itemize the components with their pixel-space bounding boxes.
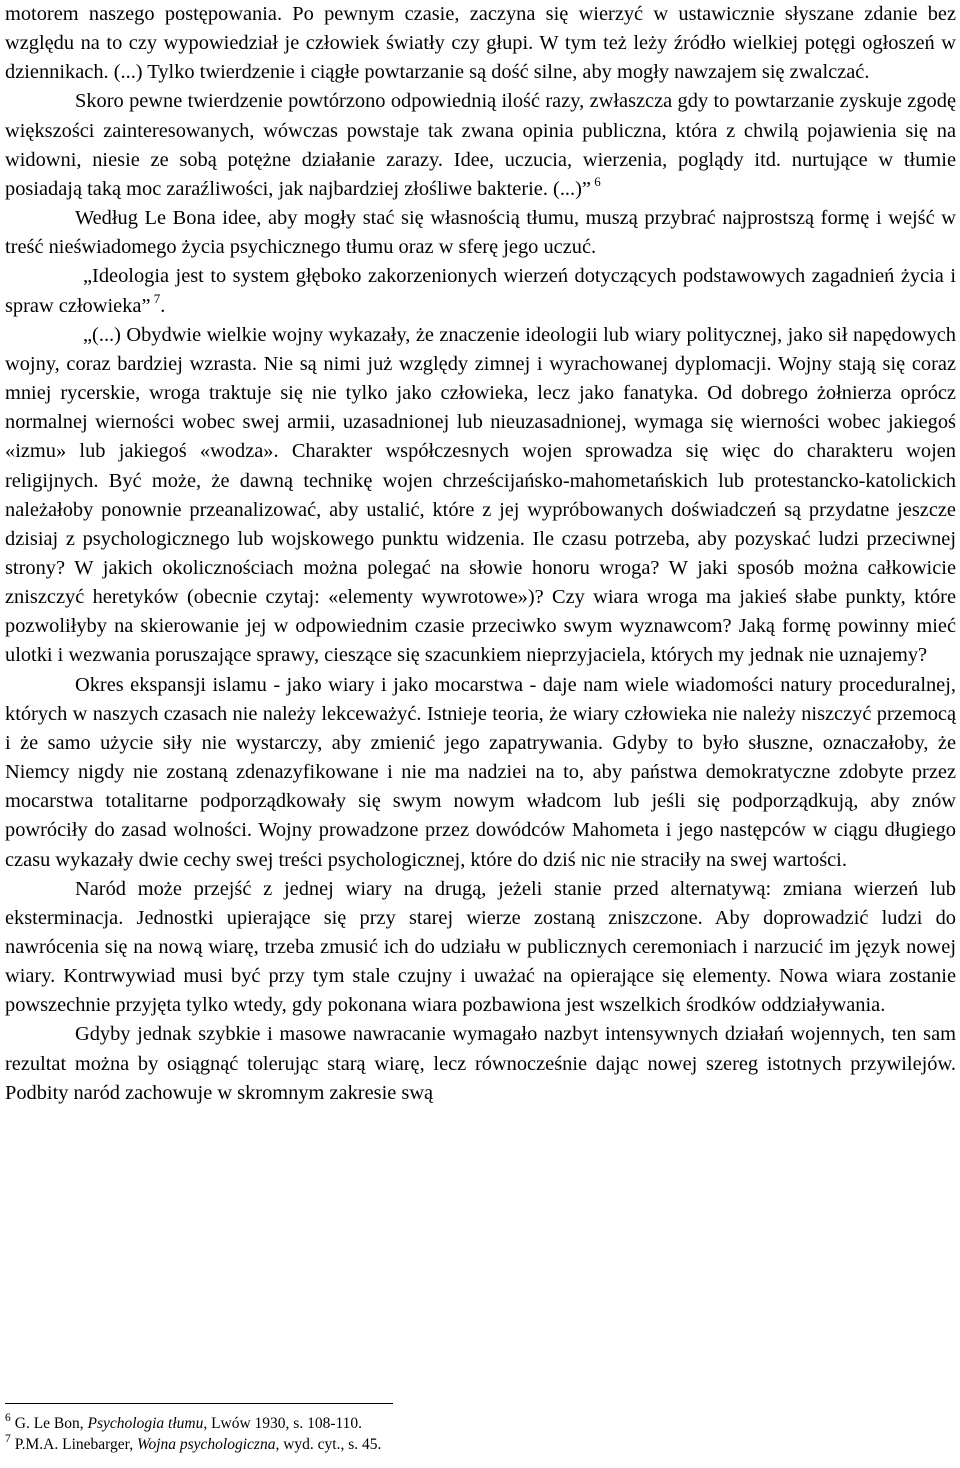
footnote — [5, 1413, 905, 1434]
quote-paragraph — [5, 262, 956, 320]
paragraph: Okres ekspansji islamu - jako wiary i jako mocarstwa - daje nam wiele wiadomości natury proceduralnej, których w naszych czasach nie należy lekceważyć. Istnieje teoria, że wiary człowieka nie należy niszczyć przemocą i że samo użycie siły nie wystarczy, aby zmienić jego zapatrywania. Gdyby to było słuszne, oznaczałoby, że Niemcy nigdy nie zostaną zdenazyfikowane i nie ma nadziei na to, aby państwa demokratyczne zdobyte przez mocarstwa totalitarne podporządkowały się swym nowym władcom lub jeśli się podporządkują, aby znów powróciły do zasad wolności. Wojny prowadzone przez dowódców Mahometa i jego następców w ciągu długiego czasu wykazały dwie cechy swej treści psychologicznej, które do dziś nic nie straciły na swej wartości. — [5, 673, 956, 871]
paragraph-end: . — [160, 294, 166, 317]
footnote-title: Wojna psychologiczna — [136, 1436, 276, 1453]
footnote-title: Psychologia tłumu — [87, 1415, 204, 1432]
document-page — [5, 0, 956, 1108]
footnotes — [5, 1413, 905, 1455]
paragraph: Według Le Bona idee, aby mogły stać się własnością tłumu, muszą przybrać najprostszą formę i wejść w treść nieświadomego życia psychicznego tłumu oraz w sferę jego uczuć. — [5, 207, 956, 259]
footnote-number: 6 — [5, 1412, 11, 1424]
footnote-author: P.M.A. Linebarger, — [14, 1436, 137, 1453]
paragraph: Gdyby jednak szybkie i masowe nawracanie wymagało nazbyt intensywnych działań wojennych, ten sam rezultat można by osiągnąć tolerując starą wiarę, lecz równocześnie dając nowej szereg istotnych przywilejów. Podbity naród zachowuje w skromnym zakresie swą — [5, 1023, 956, 1104]
footnote-separator — [5, 1403, 393, 1404]
paragraph: motorem naszego postępowania. Po pewnym czasie, zaczyna się wierzyć w ustawicznie słyszane zdanie bez względu na to czy wypowiedział je człowiek światły czy głupi. W tym też leży źródło wielkiej potęgi ogłoszeń w dziennikach. (...) Tylko twierdzenie i ciągłe powtarzanie są dość silne, aby mogły nawzajem się zwalczać. — [5, 3, 956, 84]
body-text — [5, 0, 956, 1108]
footnote-ref: 7 — [153, 290, 161, 306]
footnote — [5, 1434, 905, 1455]
footnote-author: G. Le Bon, — [14, 1415, 88, 1432]
footnote-details: , Lwów 1930, s. 108-110. — [203, 1415, 363, 1432]
paragraph — [5, 87, 956, 204]
paragraph-text: „Ideologia jest to system głęboko zakorzenionych wierzeń dotyczących podstawowych zagadnień życia i spraw człowieka” — [5, 265, 956, 317]
paragraph: Naród może przejść z jednej wiary na drugą, jeżeli stanie przed alternatywą: zmiana wierzeń lub eksterminacja. Jednostki upierające się przy starej wierze zostaną zniszczone. Aby doprowadzić ludzi do nawrócenia się na nową wiarę, trzeba zmusić ich do udziału w publicznych ceremoniach i narzucić im język nowej wiary. Kontrwywiad musi być przy tym stale czujny i uważać na opierające się elementy. Nowa wiara zostanie powszechnie przyjęta tylko wtedy, gdy pokonana wiara pozbawiona jest wszelkich środków oddziaływania. — [5, 877, 956, 1017]
quote-paragraph: „(...) Obydwie wielkie wojny wykazały, że znaczenie ideologii lub wiary politycznej, jako sił napędowych wojny, coraz bardziej wzrasta. Nie są nimi już względy zimnej i wyrachowanej dyplomacji. Wojny stają się coraz mniej rycerskie, wroga traktuje się nie tylko jako człowieka, lecz jako fanatyka. Od dobrego żołnierza oprócz normalnej wierności wobec swej armii, uzasadnionej lub nieuzasadnionej, wymaga się wierności wobec jakiegoś «izmu» lub jakiegoś «wodza». Charakter współczesnych wojen sprowadza się więc do charakteru wojen religijnych. Być może, że dawną technikę wojen chrześcijańsko-mahometańskich lub protestancko-katolickich należałoby ponownie przeanalizować, aby ustalić, które z jej wypróbowanych doświadczeń są przydatne jeszcze dzisiaj z psychologicznego lub wojskowego punktu widzenia. Ile czasu potrzeba, aby pozyskać ludzi przeciwnej strony? W jakich okolicznościach można polegać na słowie honoru wroga? W jaki sposób można całkowicie zniszczyć heretyków (obecnie czytaj: «elementy wywrotowe»)? Czy wiara wroga ma jakieś słabe punkty, które pozwoliłyby na skierowanie jej w odpowiednim czasie przeciwko swym wyznawcom? Jaką formę powinny mieć ulotki i wezwania poruszające sprawy, cieszące się szacunkiem nieprzyjaciela, których my jednak nie uznajemy? — [5, 323, 956, 667]
footnote-number: 7 — [5, 1433, 11, 1445]
footnote-ref: 6 — [594, 173, 601, 189]
paragraph-text: Skoro pewne twierdzenie powtórzono odpowiednią ilość razy, zwłaszcza gdy to powtarzanie zyskuje zgodę większości zainteresowanych, wówczas powstaje tak zwana opinia publiczna, która z chwilą pojawienia się na widowni, niesie ze sobą potężne działanie zarazy. Idee, uczucia, wierzenia, poglądy itd. nurtujące w tłumie posiadają taką moc zaraźliwości, jak najbardziej złośliwe bakterie. (...)” — [5, 90, 956, 200]
footnote-details: , wyd. cyt., s. 45. — [275, 1436, 382, 1453]
